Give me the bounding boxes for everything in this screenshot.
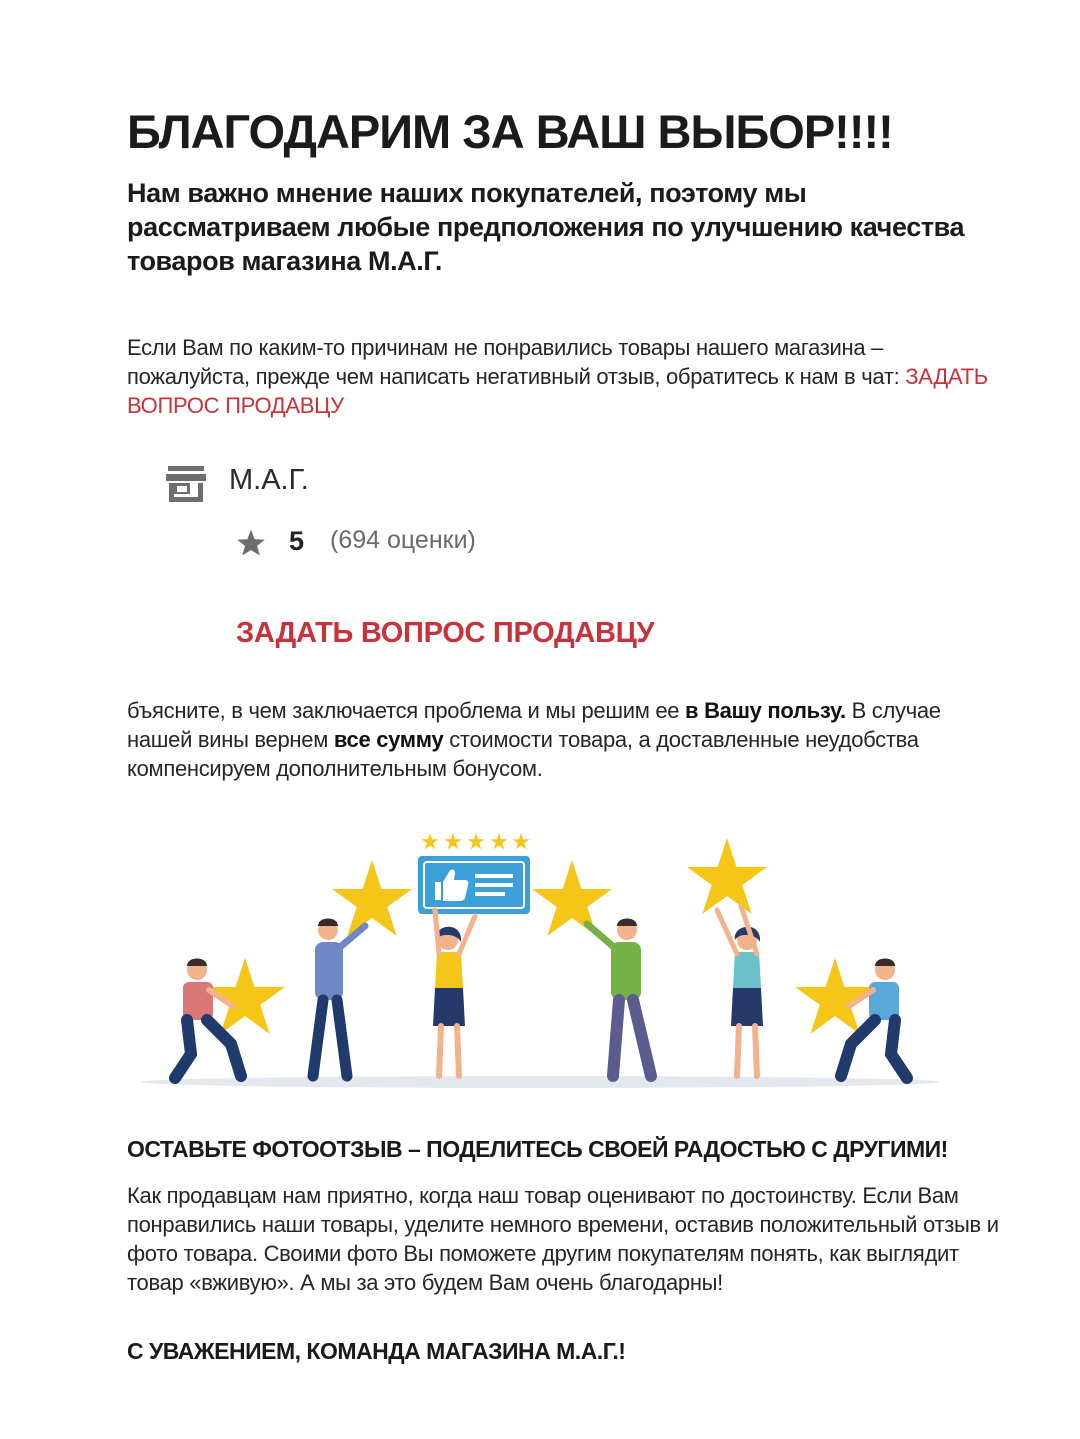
review-heading: ОСТАВЬТЕ ФОТООТЗЫВ – ПОДЕЛИТЕСЬ СВОЕЙ РАДОСТЬЮ С ДРУГИМИ! [127, 1136, 948, 1162]
explain-bold-2: все сумму [333, 727, 444, 752]
intro-paragraph [127, 333, 1007, 420]
star-icon [236, 528, 266, 558]
ask-seller-link[interactable]: ЗАДАТЬ ВОПРОС ПРОДАВЦУ [127, 364, 988, 418]
page-subtitle: Нам важно мнение наших покупателей, поэтому мы рассматриваем любые предположения по улучшению качества товаров магазина М.А.Г. [127, 178, 965, 276]
people-holding-stars-illustration [135, 820, 945, 1095]
store-name[interactable]: М.А.Г. [229, 464, 309, 496]
person-5 [717, 906, 763, 1076]
page-title: БЛАГОДАРИМ ЗА ВАШ ВЫБОР!!!! [127, 105, 893, 158]
signature: С УВАЖЕНИЕМ, КОМАНДА МАГАЗИНА М.А.Г.! [127, 1338, 626, 1364]
person-2 [313, 919, 365, 1077]
explain-text-2: В случае нашей вины вернем [127, 698, 941, 752]
explain-text-1: бъясните, в чем заключается проблема и мы решим ее [127, 698, 686, 723]
person-3 [433, 910, 475, 1076]
intro-text: Если Вам по каким-то причинам не понравились товары нашего магазина – пожалуйста, прежде чем написать негативный отзыв, обратитесь к нам в чат: [127, 335, 906, 389]
rating-count: (694 оценки) [330, 526, 476, 554]
person-4 [587, 919, 651, 1077]
review-body: Как продавцам нам приятно, когда наш товар оценивают по достоинству. Если Вам понравились наши товары, уделите немного времени, оставив положительный отзыв и фото товара. Своими фото Вы поможете другим покупателям понять, как выглядит товар «вживую». А мы за это будем Вам очень благодарны! [127, 1183, 999, 1295]
review-badge-icon [418, 833, 530, 914]
star-group [205, 838, 875, 1034]
store-icon [166, 466, 206, 502]
explain-bold-1: в Вашу пользу. [685, 698, 846, 723]
ask-seller-button[interactable]: ЗАДАТЬ ВОПРОС ПРОДАВЦУ [236, 617, 655, 649]
explain-text-3: стоимости товара, а доставленные неудобства компенсируем дополнительным бонусом. [127, 727, 919, 781]
rating-value: 5 [289, 526, 305, 556]
explain-paragraph [127, 696, 1007, 783]
